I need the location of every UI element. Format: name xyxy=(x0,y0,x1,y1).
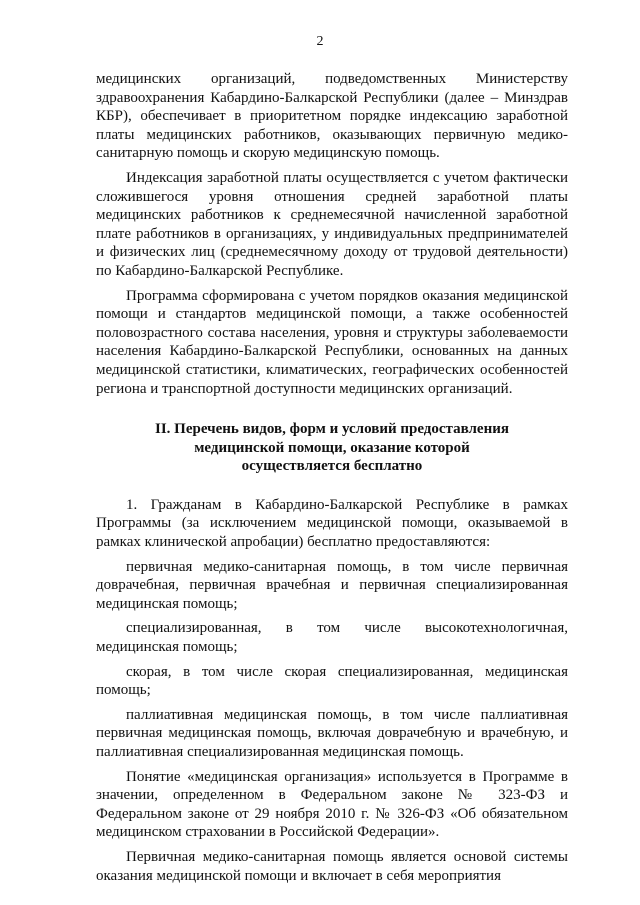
paragraph: Понятие «медицинская организация» используется в Программе в значении, определенном в Федеральном законе № 323-ФЗ и Федеральном законе от 29 ноября 2010 г. № 326-ФЗ «Об обязательном медицинском страховании в Российской Федерации». xyxy=(96,768,568,841)
section-heading-line: осуществляется бесплатно xyxy=(241,458,423,475)
list-item: специализированная, в том числе высокотехнологичная, медицинская помощь; xyxy=(96,620,568,656)
paragraph: медицинских организаций, подведомственных Министерству здравоохранения Кабардино-Балкарской Республики (далее – Минздрав КБР), обеспечивает в приоритетном порядке индексацию заработной платы медицинских работников, оказывающих первичную медико-санитарную помощь и скорую медицинскую помощь. xyxy=(96,71,568,162)
list-item: паллиативная медицинская помощь, в том числе паллиативная первичная медицинская помощь, включая доврачебную и врачебную, и паллиативная специализированная медицинская помощь. xyxy=(96,706,568,760)
paragraph: Первичная медико-санитарная помощь является основой системы оказания медицинской помощи и включает в себя мероприятия xyxy=(96,848,568,884)
list-item: первичная медико-санитарная помощь, в том числе первичная доврачебная, первичная врачебная и первичная специализированная медицинская помощь; xyxy=(96,558,568,612)
list-item: скорая, в том числе скорая специализированная, медицинская помощь; xyxy=(96,663,568,699)
paragraph: Индексация заработной платы осуществляется с учетом фактически сложившегося уровня отношения средней заработной платы медицинских работников к среднемесячной начисленной заработной плате работников в организациях, у индивидуальных предпринимателей и физических лиц (среднемесячному доходу от трудовой деятельности) по Кабардино-Балкарской Республике. xyxy=(96,169,568,279)
paragraph: Программа сформирована с учетом порядков оказания медицинской помощи и стандартов медицинской помощи, а также особенностей половозрастного состава населения, уровня и структуры заболеваемости населения Кабардино-Балкарской Республики, основанных на данных медицинской статистики, климатических, географических особенностей региона и транспортной доступности медицинских организаций. xyxy=(96,287,568,397)
page-number: 2 xyxy=(316,34,324,49)
section-heading xyxy=(96,420,568,476)
paragraph: 1. Гражданам в Кабардино-Балкарской Республике в рамках Программы (за исключением медицинской помощи, оказываемой в рамках клинической апробации) бесплатно предоставляются: xyxy=(96,496,568,551)
section-heading-line: II. Перечень видов, форм и условий предоставления xyxy=(155,421,509,438)
section-heading-line: медицинской помощи, оказание которой xyxy=(194,439,470,456)
document-body xyxy=(96,70,568,885)
